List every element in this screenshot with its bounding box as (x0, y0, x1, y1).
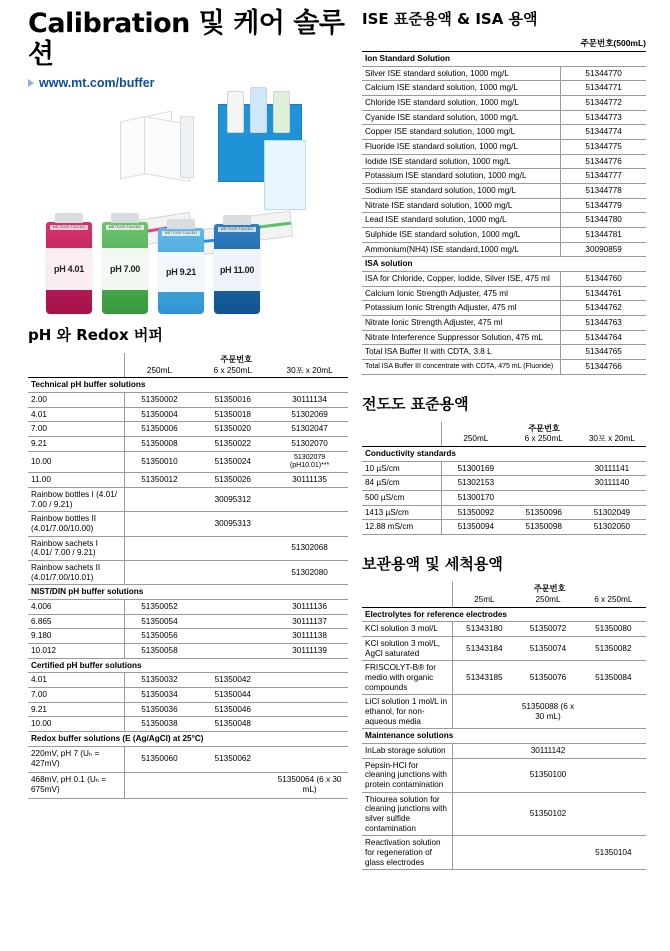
website-link[interactable] (28, 76, 348, 90)
cond-col-3: 30포 x 20mL (578, 433, 646, 446)
ise-order-label: 주문번호(500mL) (580, 38, 646, 48)
right-column (362, 8, 646, 870)
table-row: Rainbow bottles I (4.01/ 7.00 / 9.21) 30095312 (28, 487, 348, 511)
table-row: 500 µS/cm 51300170 (362, 491, 646, 506)
ph-column-headers (28, 365, 348, 378)
conductivity-title: 전도도 표준용액 (362, 394, 469, 413)
leaflet-3 (180, 116, 194, 178)
storage-title: 보관용액 및 세척용액 (362, 555, 503, 574)
bottle-ph-4-01 (46, 222, 92, 314)
table-row: 4.01 51350004 51350018 51302069 (28, 407, 348, 422)
table-row: 4.006 51350052 30111136 (28, 599, 348, 614)
cond-col-2: 6 x 250mL (510, 433, 578, 446)
table-row: LiCl solution 1 mol/L in ethanol, for non-aqueous media 51350088 (6 x 30 mL) (362, 695, 646, 729)
table-group-header: Certified pH buffer solutions (28, 658, 348, 673)
table-group-header: Conductivity standards (362, 447, 646, 462)
table-row: 10 µS/cm 51300169 30111141 (362, 461, 646, 476)
ph-col-0 (28, 365, 124, 378)
ph-order-group-header (28, 353, 348, 365)
table-row: Copper ISE standard solution, 1000 mg/L 51344774 (362, 125, 646, 140)
table-row: 1413 µS/cm 51350092 51350096 51302049 (362, 505, 646, 520)
table-row: ISA for Chloride, Copper, Iodide, Silver ISE, 475 ml 51344760 (362, 272, 646, 287)
table-row: Fluoride ISE standard solution, 1000 mg/L 51344775 (362, 140, 646, 155)
table-row: Nitrate Ionic Strength Adjuster, 475 ml 51344763 (362, 316, 646, 331)
table-row: 10.00 51350038 51350048 (28, 717, 348, 732)
table-row: Sodium ISE standard solution, 1000 mg/L 51344778 (362, 184, 646, 199)
cond-column-headers (362, 433, 646, 446)
storage-col-2: 250mL (515, 594, 580, 607)
bottle-label-2: pH 7.00 (102, 248, 148, 290)
table-row: Cyanide ISE standard solution, 1000 mg/L 51344773 (362, 110, 646, 125)
bottle-ph-9-21 (158, 228, 204, 314)
brand-bar-4: METTLER TOLEDO (218, 227, 256, 232)
bottle-label-3: pH 9.21 (158, 252, 204, 292)
table-row: Chloride ISE standard solution, 1000 mg/L 51344772 (362, 96, 646, 111)
bottle-cap-icon (223, 215, 251, 225)
product-photo (28, 94, 348, 314)
bottle-cap-icon (111, 213, 139, 223)
table-row: Rainbow sachets II (4.01/7.00/10.01) 51302080 (28, 560, 348, 584)
bottle-label-1: pH 4.01 (46, 248, 92, 290)
storage-col-0 (362, 594, 453, 607)
table-row: KCl solution 3 mol/L, AgCl saturated 51343184 51350074 51350082 (362, 636, 646, 660)
ise-table (362, 51, 646, 375)
bottle-cap-icon (55, 213, 83, 223)
conductivity-table (362, 422, 646, 535)
table-row: 11.00 51350012 51350026 30111135 (28, 473, 348, 488)
table-row: 10.012 51350058 30111139 (28, 643, 348, 658)
table-row: 7.00 51350006 51350020 51302047 (28, 422, 348, 437)
ph-redox-table (28, 353, 348, 799)
storage-col-1: 25mL (453, 594, 515, 607)
ph-col-1: 250mL (124, 365, 194, 378)
table-row: KCl solution 3 mol/L 51343180 51350072 51350080 (362, 622, 646, 637)
table-row: 220mV, pH 7 (Uₕ = 427mV) 51350060 51350062 (28, 746, 348, 772)
table-group-header: Electrolytes for reference electrodes (362, 607, 646, 622)
table-group-header: ISA solution (362, 257, 646, 272)
table-row: Total ISA Buffer III concentrate with CDTA, 475 mL (Fluoride) 51344766 (362, 360, 646, 375)
storage-col-3: 6 x 250mL (581, 594, 646, 607)
table-row: Silver ISE standard solution, 1000 mg/L 51344770 (362, 66, 646, 81)
table-row: Reactivation solution for regeneration of glass electrodes 51350104 (362, 836, 646, 870)
table-row: 9.21 51350036 51350046 (28, 702, 348, 717)
table-row: Thiourea solution for cleaning junctions with silver sulfide contamination 51350102 (362, 792, 646, 836)
storage-column-headers (362, 594, 646, 607)
table-row: 10.00 51350010 51350024 51302079 (pH10.01)*** (28, 451, 348, 473)
cond-col-1: 250mL (442, 433, 510, 446)
table-row: 9.180 51350056 30111138 (28, 629, 348, 644)
table-row: Potassium Ionic Strength Adjuster, 475 ml 51344762 (362, 301, 646, 316)
table-row: 84 µS/cm 51302153 30111140 (362, 476, 646, 491)
table-group-header: NIST/DIN pH buffer solutions (28, 585, 348, 600)
ise-title: ISE 표준용액 & ISA 용액 (362, 10, 538, 28)
brand-bar-2: METTLER TOLEDO (106, 225, 144, 230)
table-row: 9.21 51350008 51350022 51302070 (28, 437, 348, 452)
brand-bar-3: METTLER TOLEDO (162, 231, 200, 236)
bottle-ph-11-00 (214, 224, 260, 314)
storage-order-group-header (362, 582, 646, 594)
table-row: InLab storage solution 30111142 (362, 743, 646, 758)
table-row: Pepsin-HCl for cleaning junctions with protein contamination 51350100 (362, 758, 646, 792)
storage-table (362, 582, 646, 870)
table-row: Nitrate ISE standard solution, 1000 mg/L 51344779 (362, 198, 646, 213)
ph-order-label: 주문번호 (124, 353, 348, 365)
cond-order-label: 주문번호 (442, 422, 646, 434)
table-row: Iodide ISE standard solution, 1000 mg/L 51344776 (362, 154, 646, 169)
table-row: 4.01 51350032 51350042 (28, 673, 348, 688)
table-row: Rainbow sachets I (4.01/ 7.00 / 9.21) 51302068 (28, 536, 348, 560)
table-group-header: Maintenance solutions (362, 729, 646, 744)
box-bottle-1 (227, 91, 244, 133)
box-bottle-3 (273, 91, 290, 133)
cond-col-0 (362, 433, 442, 446)
table-row: 2.00 51350002 51350016 30111134 (28, 393, 348, 408)
cond-order-group-header (362, 422, 646, 434)
table-group-header: Technical pH buffer solutions (28, 378, 348, 393)
table-row: 12.88 mS/cm 51350094 51350098 51302050 (362, 520, 646, 535)
table-row: Total ISA Buffer II with CDTA, 3.8 L 51344765 (362, 345, 646, 360)
table-row: Ammonium(NH4) ISE standard,1000 mg/L 30090859 (362, 242, 646, 257)
table-row: 7.00 51350034 51350044 (28, 687, 348, 702)
table-row: Calcium ISE standard solution, 1000 mg/L 51344771 (362, 81, 646, 96)
table-group-header: Redox buffer solutions (E (Ag/AgCl) at 25°C) (28, 731, 348, 746)
table-row: Nitrate Interference Suppressor Solution, 475 mL 51344764 (362, 330, 646, 345)
brand-bar-1: METTLER TOLEDO (50, 225, 88, 230)
table-row: Rainbow bottles II (4.01/7.00/10.00) 30095313 (28, 512, 348, 536)
page-title: Calibration 및 케어 솔루션 (28, 8, 345, 70)
website-link-label: www.mt.com/buffer (39, 76, 155, 90)
ph-col-3: 30포 x 20mL (271, 365, 348, 378)
table-group-header: Ion Standard Solution (362, 52, 646, 67)
bottle-label-4: pH 11.00 (214, 249, 260, 290)
table-row: 468mV, pH 0.1 (Uₕ = 675mV) 51350064 (6 x 30 mL) (28, 772, 348, 798)
ph-redox-title: pH 와 Redox 버퍼 (28, 326, 163, 344)
storage-order-label: 주문번호 (453, 582, 646, 594)
ph-col-2: 6 x 250mL (194, 365, 271, 378)
box-bottle-2 (250, 87, 267, 133)
table-row: FRISCOLYT-B® for medio with organic compounds 51343185 51350076 51350084 (362, 661, 646, 695)
bottle-cap-icon (167, 219, 195, 229)
product-box-2 (264, 140, 306, 210)
table-row: 6.865 51350054 30111137 (28, 614, 348, 629)
table-row: Potassium ISE standard solution, 1000 mg/L 51344777 (362, 169, 646, 184)
bottle-ph-7-00 (102, 222, 148, 314)
table-row: Calcium Ionic Strength Adjuster, 475 ml 51344761 (362, 286, 646, 301)
table-row: Sulphide ISE standard solution, 1000 mg/L 51344781 (362, 228, 646, 243)
left-column (28, 8, 348, 799)
triangle-right-icon (28, 79, 34, 87)
table-row: Lead ISE standard solution, 1000 mg/L 51344780 (362, 213, 646, 228)
